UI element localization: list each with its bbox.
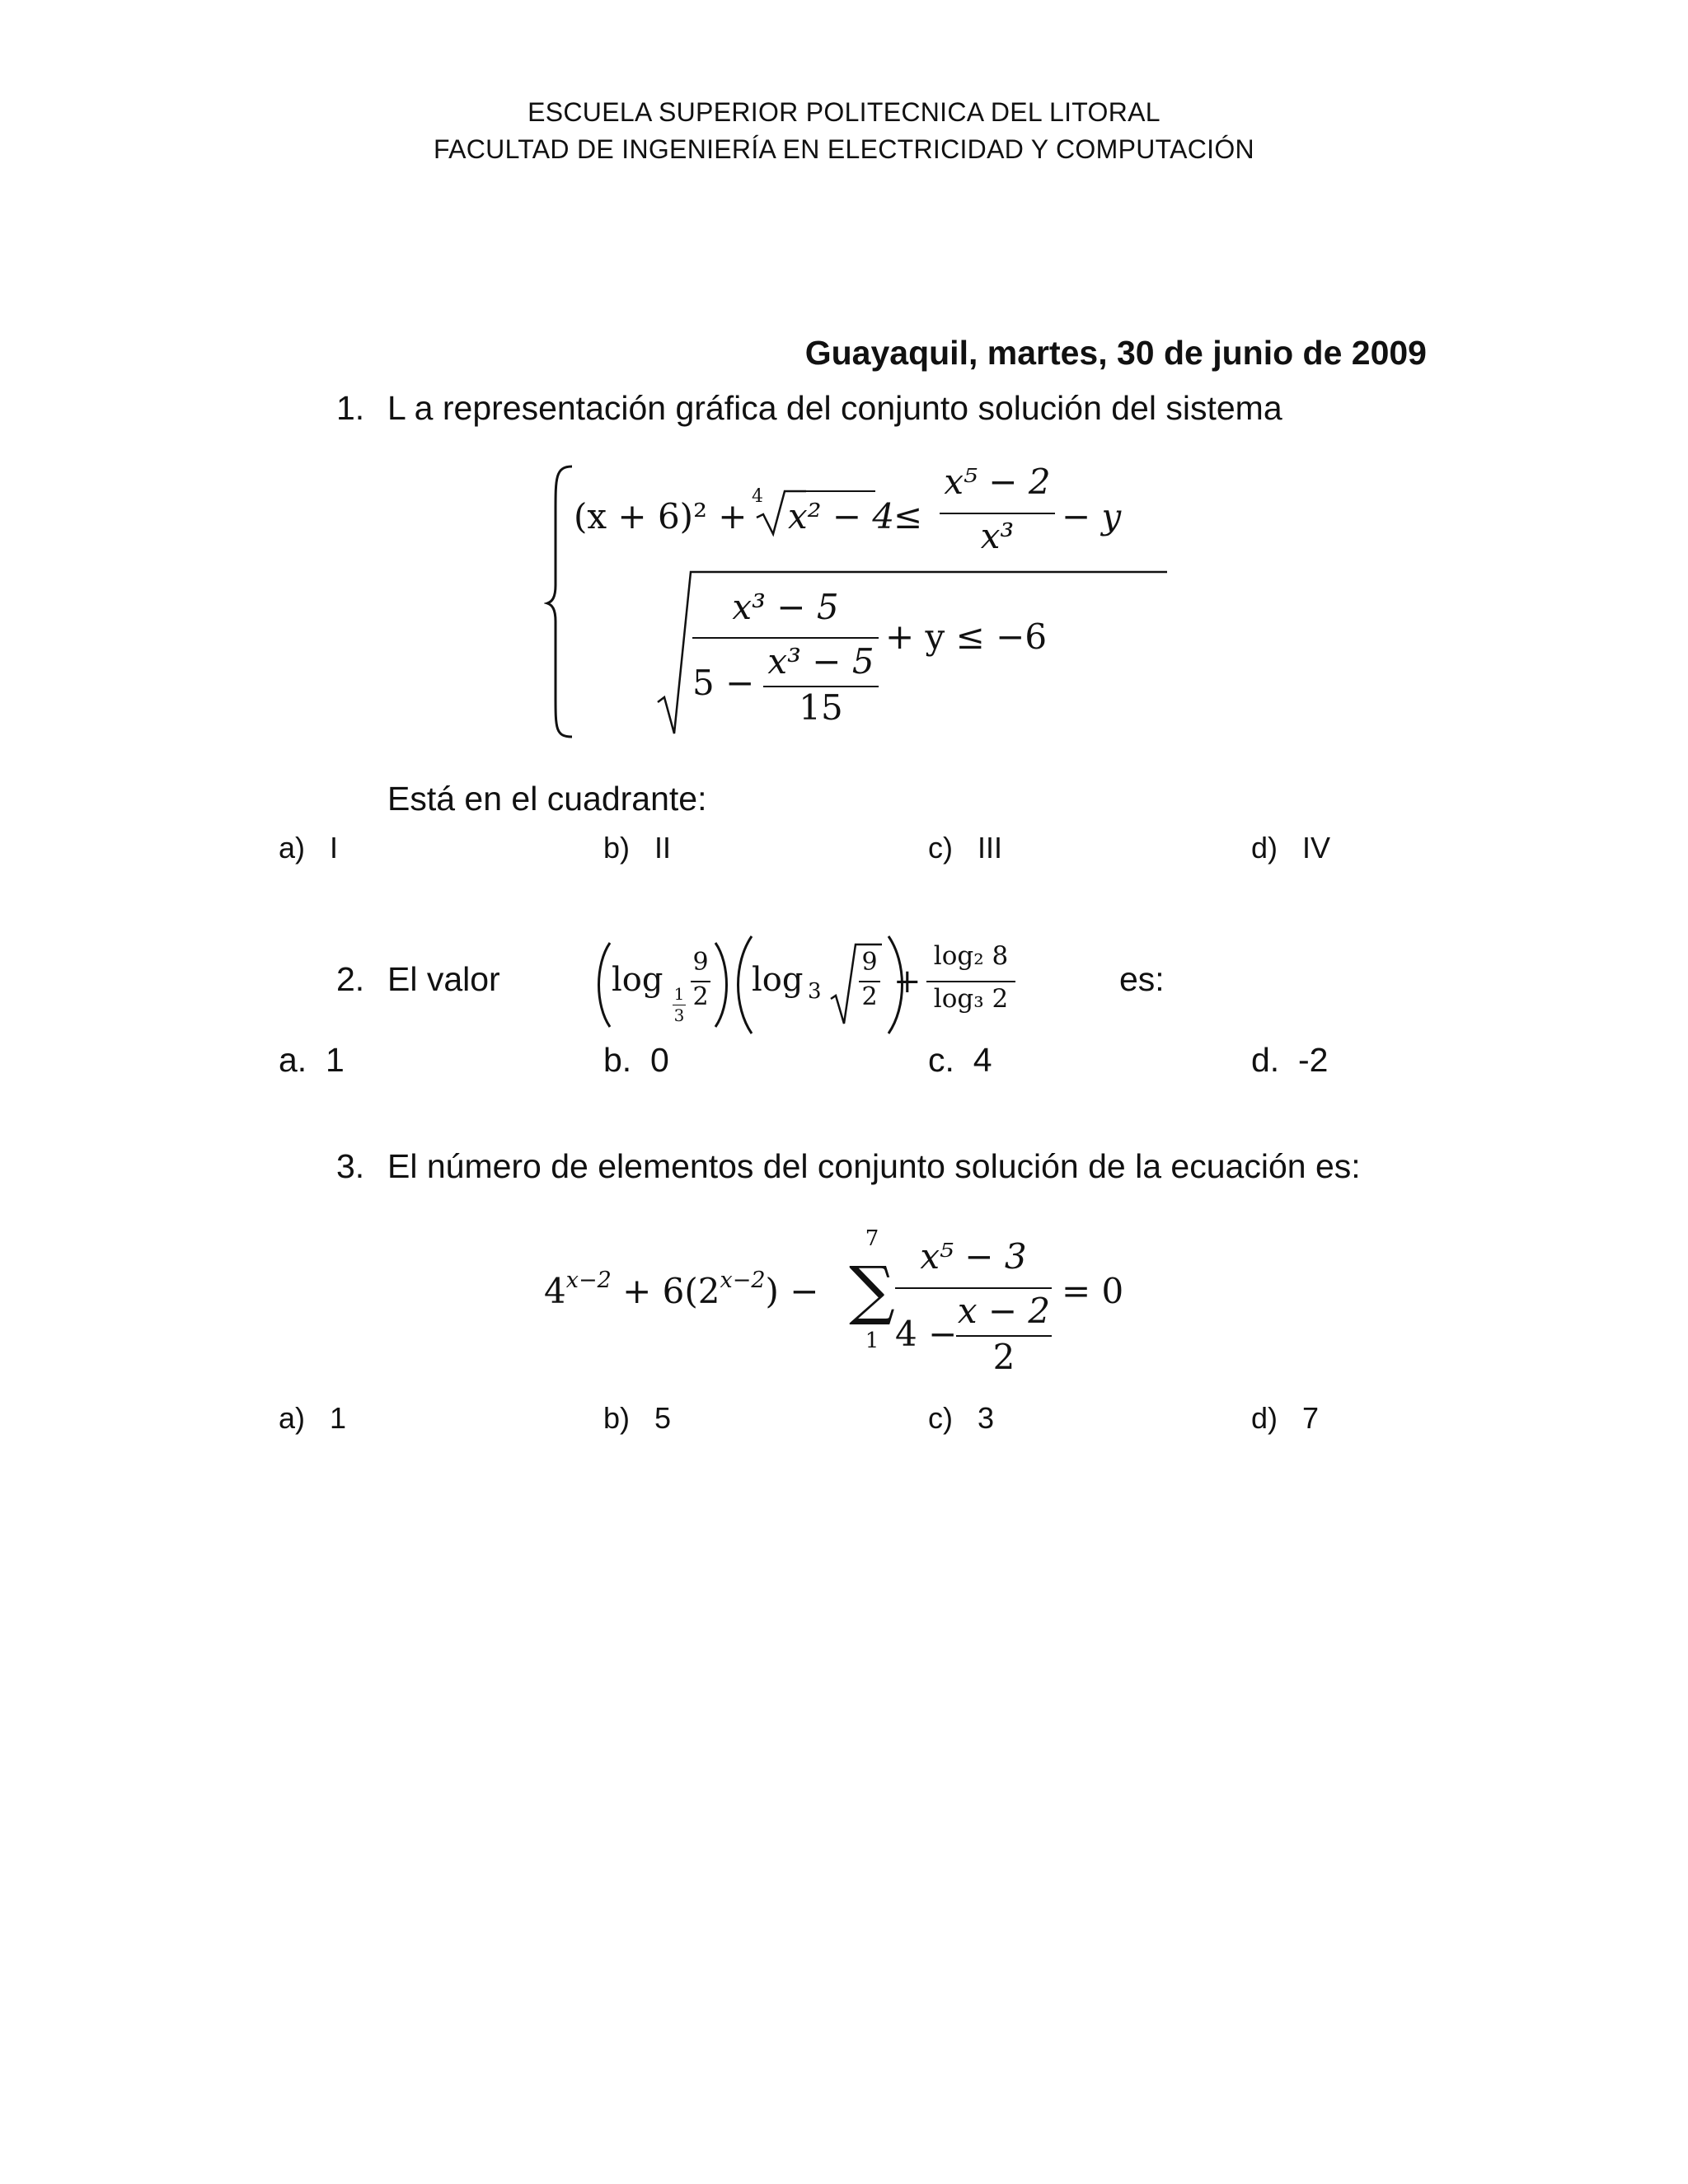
q3-option-a: a) 1 [279,1401,347,1435]
small-denominator: 15 [799,687,843,728]
q1-option-b: b) II [603,831,672,865]
sum-fraction-bar [895,1287,1052,1289]
log-2: log [752,961,804,999]
equation-left: $4^{x-2} + 6(2^{x-2})$ − [544,1268,819,1311]
question-2-number: 2. [336,960,365,998]
minus-y: − y [1062,496,1122,537]
equals-zero: = 0 [1062,1271,1124,1311]
log-1-arg-den: 2 [692,982,709,1011]
q1-option-c: c) III [928,831,1003,865]
big-fraction-bar [692,637,879,639]
log-2-base: 3 [808,979,822,1004]
question-3-text: El número de elementos del conjunto solución de la ecuación es: [387,1147,1361,1185]
log-ratio-numerator: log₂ 8 [933,941,1009,971]
leq-sign: ≤ [893,496,923,537]
question-2-suffix: es: [1119,960,1165,998]
q2-option-b: b. 0 [603,1041,669,1079]
question-3-formula [544,1220,1137,1376]
log-1: log [612,961,663,999]
sum-numerator: x⁵ − 3 [920,1236,1027,1277]
question-1-number: 1. [336,389,365,427]
question-1-formula [544,462,1137,742]
institution-name: ESCUELA SUPERIOR POLITECNICA DEL LITORAL [528,97,1160,127]
ineq2-right: + y ≤ −6 [885,616,1048,657]
q1-option-a: a) I [279,831,339,865]
sum-lower-limit: 1 [865,1329,879,1353]
faculty-name: FACULTAD DE INGENIERÍA EN ELECTRICIDAD Y COMPUTACIÓN [434,134,1254,164]
q2-option-d: d. -2 [1251,1041,1329,1079]
sum-sign: ∑ [849,1254,895,1328]
root-index: 4 [752,486,763,507]
log-ratio-bar [926,981,1015,982]
fraction-denominator: x³ [980,516,1015,556]
ineq1-left: (x + 6)² + [574,496,748,537]
fraction-bar [940,513,1055,514]
log-1-base-den: 3 [673,1005,685,1025]
question-1-subtext: Está en el cuadrante: [387,780,707,818]
paren-close-1 [712,940,732,1030]
q2-option-a: a. 1 [279,1041,345,1079]
plus-sign: + [893,963,921,1001]
paren-open-1 [593,940,613,1030]
sum-denominator-prefix: 4 − [895,1314,958,1354]
q3-option-c: c) 3 [928,1401,995,1435]
radical-bar [804,490,875,492]
root-radicand: x² − 4 [788,496,895,537]
q1-option-d: d) IV [1251,831,1331,865]
inner-numerator: x − 2 [957,1291,1051,1331]
q3-option-d: d) 7 [1251,1401,1320,1435]
small-numerator: x³ − 5 [767,641,874,682]
question-2-text: El valor [387,960,500,998]
sum-upper-limit: 7 [865,1226,879,1251]
log-ratio-denominator: log₃ 2 [933,984,1009,1014]
big-numerator: x³ − 5 [732,587,839,627]
log-2-arg-den: 2 [861,982,878,1011]
left-brace [544,462,577,742]
fraction-numerator: x⁵ − 2 [944,462,1051,502]
big-denominator-prefix: 5 − [692,663,755,703]
inner-denominator: 2 [992,1337,1015,1377]
question-2-formula [593,931,1022,1038]
q3-option-b: b) 5 [603,1401,672,1435]
log-1-arg-num: 9 [692,948,709,977]
log-1-base-num: 1 [673,984,685,1004]
question-3-number: 3. [336,1147,365,1185]
exam-date: Guayaquil, martes, 30 de junio de 2009 [804,334,1427,372]
q2-option-c: c. 4 [928,1041,992,1079]
question-1-text: L a representación gráfica del conjunto solución del sistema [387,389,1282,427]
log-2-arg-num: 9 [861,948,878,977]
